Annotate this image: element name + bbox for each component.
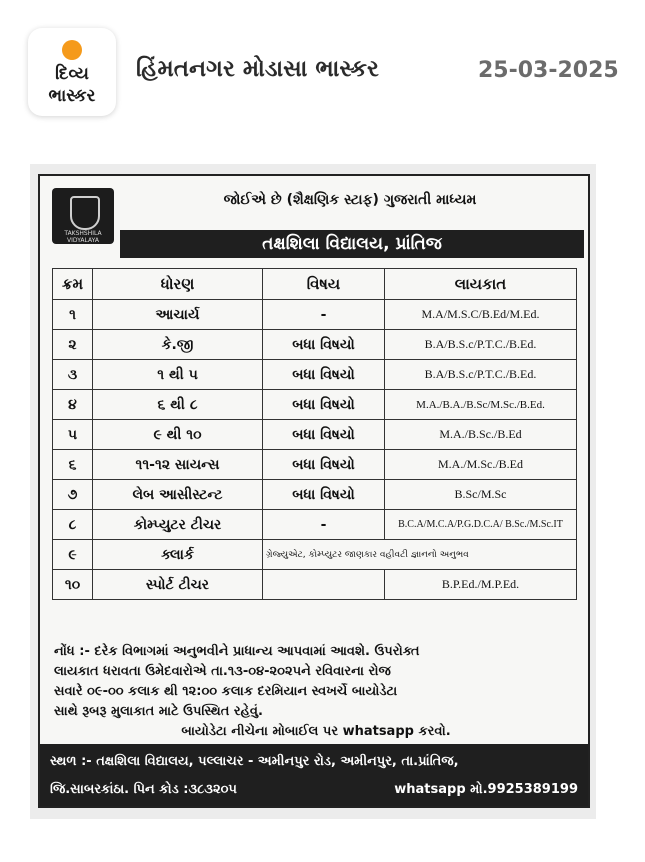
table-row xyxy=(53,450,577,480)
row-standard: ૯ થી ૧૦ xyxy=(93,420,263,450)
row-standard: ક્લાર્ક xyxy=(93,540,263,570)
row-standard: ૧ થી ૫ xyxy=(93,360,263,390)
note-line: નોંધ :- દરેક વિભાગમાં અનુભવીને પ્રાધાન્ય આપવામાં આવશે. ઉપરોક્ત xyxy=(54,644,420,659)
vacancy-table xyxy=(52,268,577,600)
table-row xyxy=(53,570,577,600)
shield-icon xyxy=(70,196,100,230)
row-subject: બધા વિષયો xyxy=(263,480,385,510)
note-line: લાયકાત ધરાવતા ઉમેદવારોએ તા.૧૩-૦૪-૨૦૨૫ને રવિવારના રોજ xyxy=(54,664,391,679)
app-header xyxy=(0,0,645,140)
row-subject: બધા વિષયો xyxy=(263,420,385,450)
table-row xyxy=(53,330,577,360)
row-no: ૬ xyxy=(53,450,93,480)
row-subject: - xyxy=(263,300,385,330)
row-qualification: B.C.A/M.C.A/P.G.D.C.A/ B.Sc./M.Sc.IT xyxy=(385,510,577,540)
address-district: જિ.સાબરકાંઠા. પિન કોડ :૩૮૩૨૦૫ xyxy=(50,782,237,797)
row-no: ૯ xyxy=(53,540,93,570)
row-no: ૧ xyxy=(53,300,93,330)
table-row xyxy=(53,540,577,570)
divya-bhaskar-logo[interactable] xyxy=(28,28,116,116)
logo-line-1: દિવ્ય xyxy=(55,64,89,84)
row-no: ૫ xyxy=(53,420,93,450)
ad-subtitle: જોઈએ છે (શૈક્ષણિક સ્ટાફ) ગુજરાતી માધ્યમ xyxy=(223,192,477,208)
emblem-text: TAKSHSHILA VIDYALAYA xyxy=(64,230,102,244)
row-subject: બધા વિષયો xyxy=(263,390,385,420)
row-standard: કોમ્પ્યુટર ટીચર xyxy=(93,510,263,540)
newspaper-clipping[interactable] xyxy=(30,164,596,819)
row-no: ૭ xyxy=(53,480,93,510)
school-name: તક્ષશિલા વિદ્યાલય, પ્રાંતિજ xyxy=(120,230,584,258)
row-subject xyxy=(263,570,385,600)
sun-icon xyxy=(62,40,82,60)
row-standard: ૬ થી ૮ xyxy=(93,390,263,420)
address-bar xyxy=(40,744,588,806)
edition-date: 25-03-2025 xyxy=(478,58,619,83)
col-header-no: ક્રમ xyxy=(53,269,93,300)
row-qualification: M.A/M.S.C/B.Ed/M.Ed. xyxy=(385,300,577,330)
table-row xyxy=(53,390,577,420)
row-subject: બધા વિષયો xyxy=(263,330,385,360)
row-standard: ૧૧-૧૨ સાયન્સ xyxy=(93,450,263,480)
table-row xyxy=(53,420,577,450)
col-header-standard: ધોરણ xyxy=(93,269,263,300)
note-line: સાથે રૂબરૂ મુલાકાત માટે ઉપસ્થિત રહેવું. xyxy=(54,704,263,719)
row-qualification: M.A./B.A./B.Sc/M.Sc./B.Ed. xyxy=(385,390,577,420)
row-standard: લેબ આસીસ્ટન્ટ xyxy=(93,480,263,510)
row-no: ૮ xyxy=(53,510,93,540)
job-advertisement xyxy=(38,174,590,808)
table-row xyxy=(53,480,577,510)
logo-line-2: ભાસ્કર xyxy=(48,86,96,106)
row-qualification: B.A/B.S.c/P.T.C./B.Ed. xyxy=(385,330,577,360)
row-qualification: B.Sc/M.Sc xyxy=(385,480,577,510)
row-qualification: B.A/B.S.c/P.T.C./B.Ed. xyxy=(385,360,577,390)
address-line-1: સ્થળ :- તક્ષશિલા વિદ્યાલય, પલ્લાચર - અમીનપુર રોડ, અમીનપુર, તા.પ્રાંતિજ, xyxy=(50,754,459,769)
table-row xyxy=(53,510,577,540)
row-standard: કે.જી xyxy=(93,330,263,360)
row-subject: બધા વિષયો xyxy=(263,450,385,480)
row-qualification: ગ્રેજ્યુએટ, કોમ્પ્યુટર જાણકાર વહીવટી જ્ઞાનનો અનુભવ xyxy=(263,540,577,570)
row-qualification: B.P.Ed./M.P.Ed. xyxy=(385,570,577,600)
row-qualification: M.A./B.Sc./B.Ed xyxy=(385,420,577,450)
col-header-qualification: લાયકાત xyxy=(385,269,577,300)
row-no: ૨ xyxy=(53,330,93,360)
row-no: ૧૦ xyxy=(53,570,93,600)
whatsapp-note: બાયોડેટા નીચેના મોબાઈલ પર whatsapp કરવો. xyxy=(181,724,451,739)
row-standard: આચાર્ય xyxy=(93,300,263,330)
row-no: ૩ xyxy=(53,360,93,390)
row-no: ૪ xyxy=(53,390,93,420)
row-standard: સ્પોર્ટ ટીચર xyxy=(93,570,263,600)
note-line: સવારે ૦૯-૦૦ કલાક થી ૧૨:૦૦ કલાક દરમિયાન સ્વખર્ચે બાયોડેટા xyxy=(54,684,398,699)
school-emblem xyxy=(52,188,114,244)
table-row xyxy=(53,300,577,330)
table-header-row xyxy=(53,269,577,300)
address-line-2 xyxy=(50,776,578,804)
row-subject: - xyxy=(263,510,385,540)
row-subject: બધા વિષયો xyxy=(263,360,385,390)
row-qualification: M.A./M.Sc./B.Ed xyxy=(385,450,577,480)
edition-title: હિંમતનગર મોડાસા ભાસ્કર xyxy=(136,56,379,82)
col-header-subject: વિષય xyxy=(263,269,385,300)
table-row xyxy=(53,360,577,390)
whatsapp-number: whatsapp મો.9925389199 xyxy=(394,782,578,797)
ad-notes xyxy=(54,642,578,742)
